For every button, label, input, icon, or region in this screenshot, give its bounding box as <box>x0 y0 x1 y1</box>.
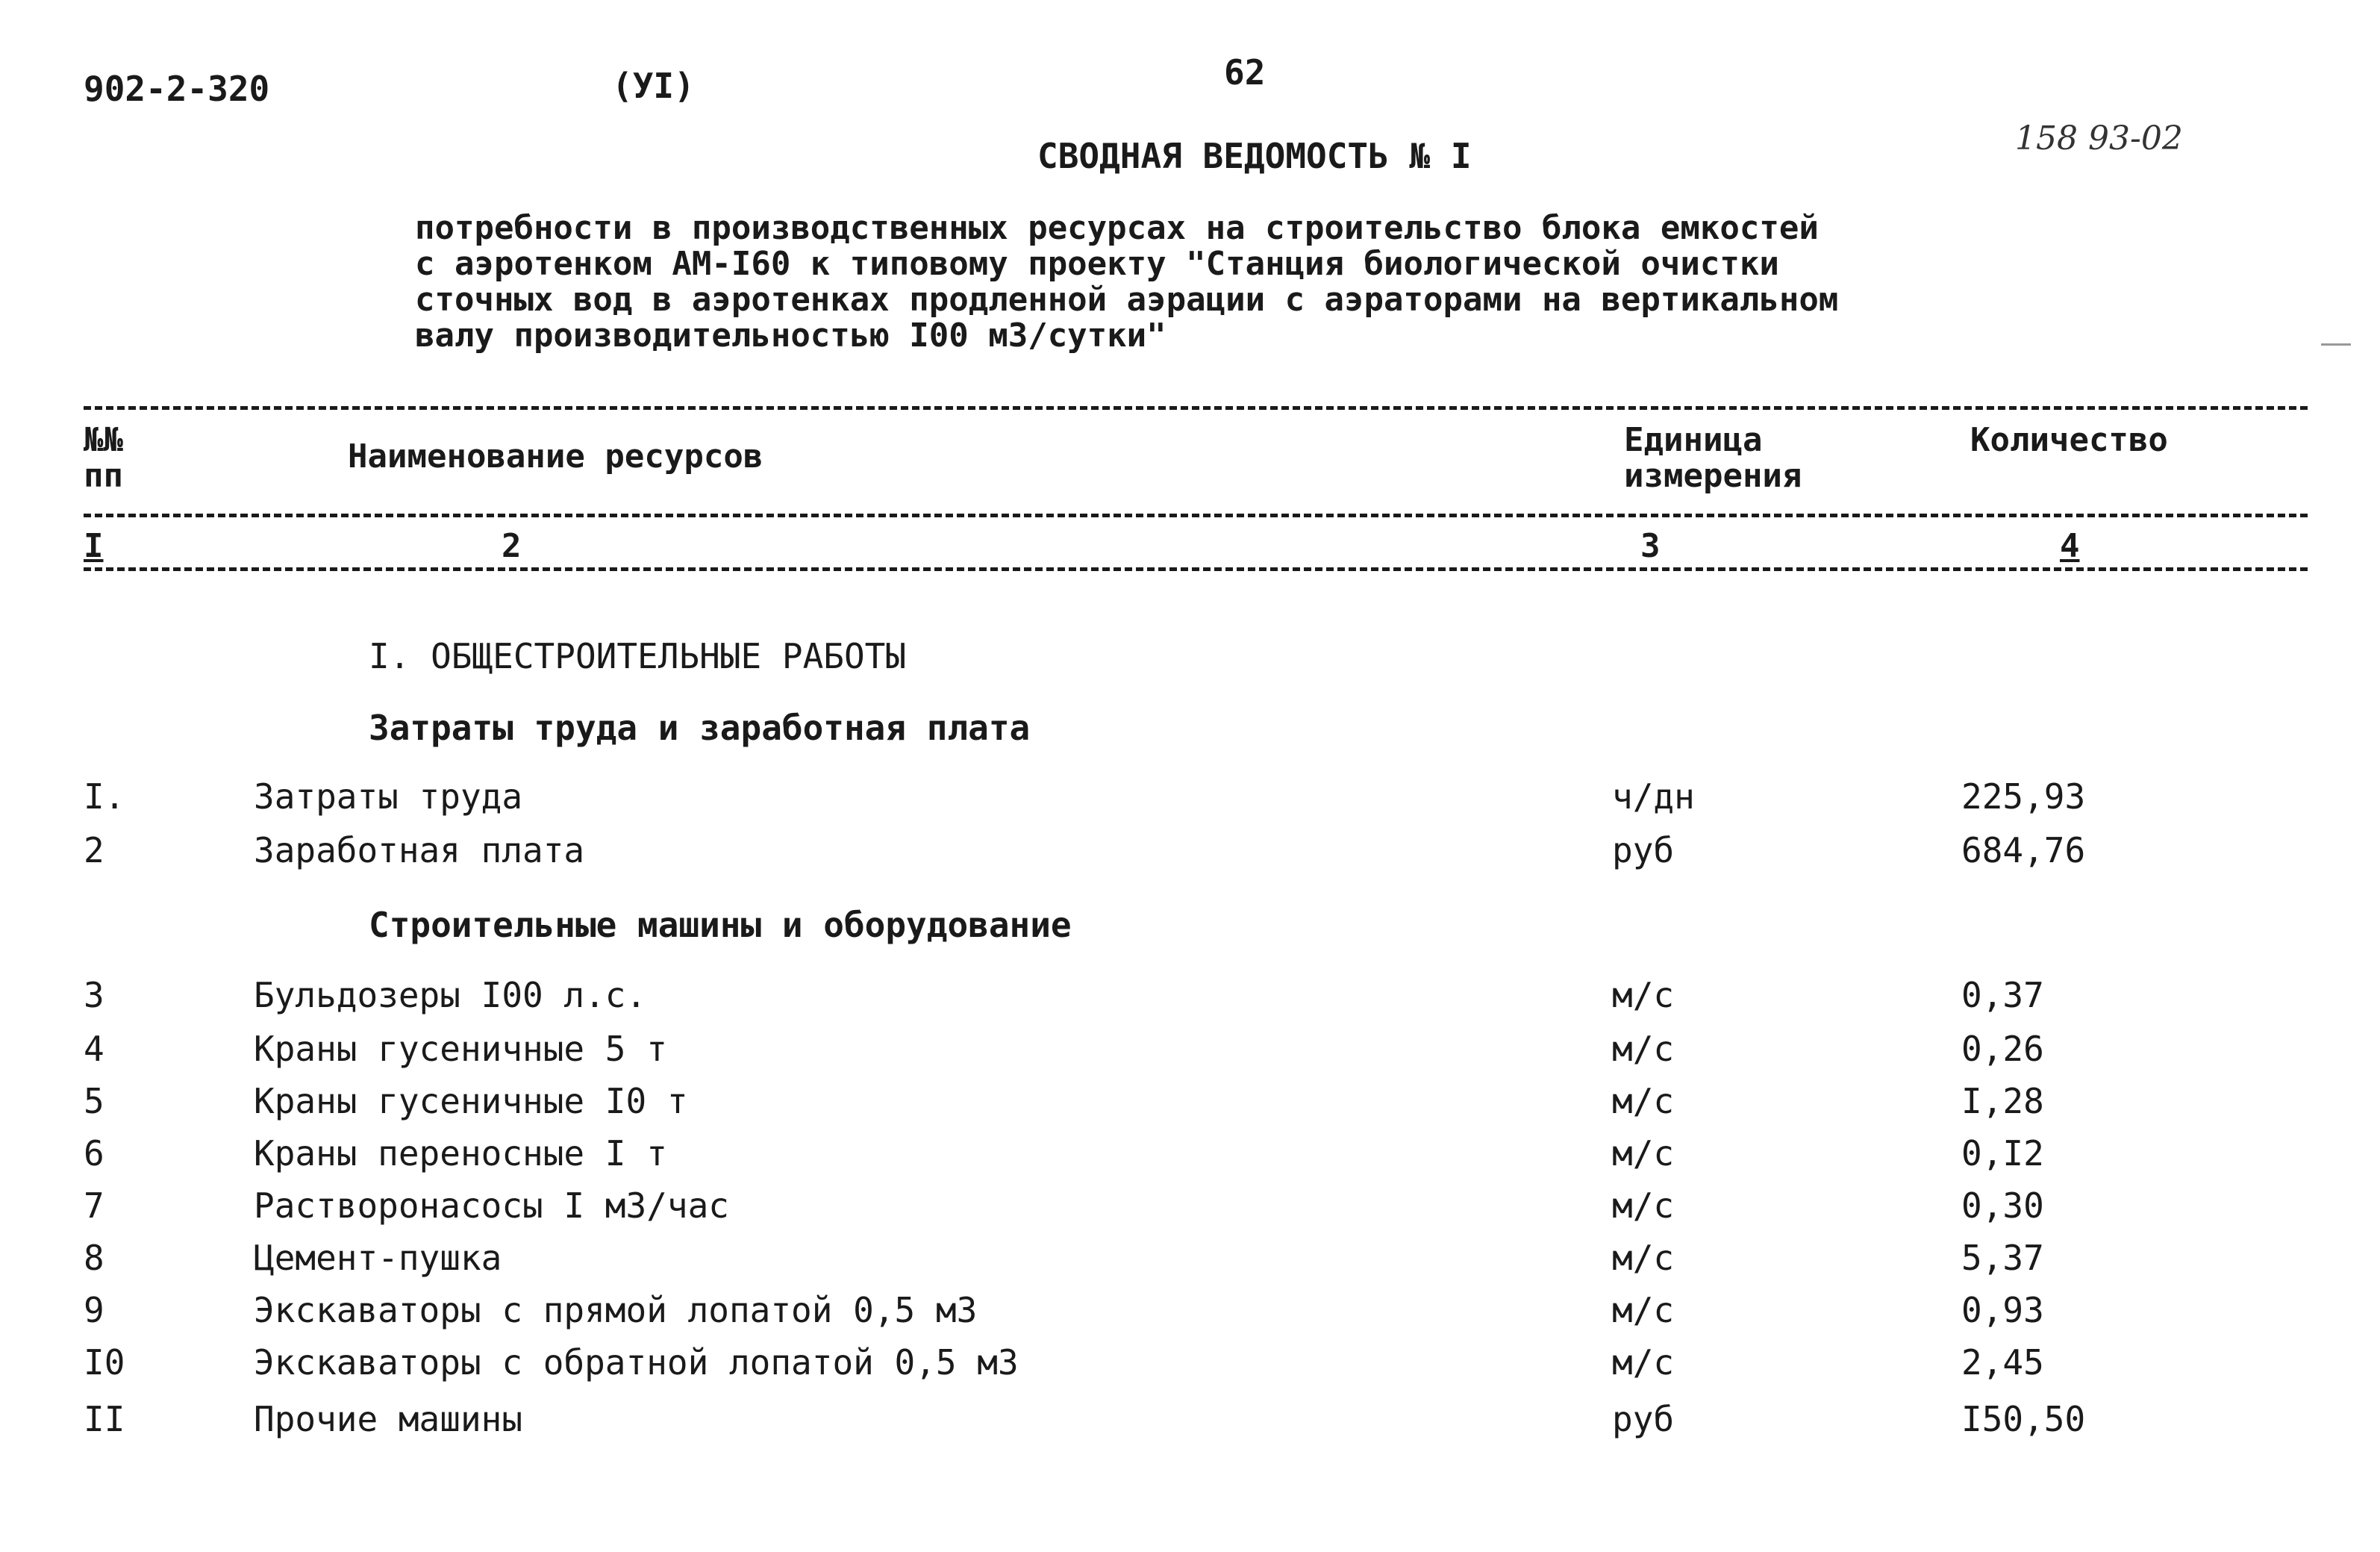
row-number: 5 <box>84 1081 104 1121</box>
table-row <box>0 1185 2380 1238</box>
description-line: сточных вод в аэротенках продленной аэрации с аэраторами на вертикальном <box>415 281 1839 319</box>
row-name: Краны переносные I т <box>254 1133 667 1174</box>
table-row <box>0 1238 2380 1290</box>
row-number: 9 <box>84 1290 104 1330</box>
table-rule-bottom <box>84 567 2308 571</box>
group-title: Строительные машины и оборудование <box>369 905 1072 945</box>
table-rule-middle <box>84 514 2308 517</box>
description-line: потребности в производственных ресурсах на строительство блока емкостей <box>415 209 1819 247</box>
row-quantity: 5,37 <box>1961 1238 2044 1278</box>
row-unit: м/с <box>1612 1133 1675 1174</box>
row-number: I0 <box>84 1342 125 1383</box>
row-unit: руб <box>1612 1399 1675 1439</box>
row-name: Растворонасосы I м3/час <box>254 1185 729 1226</box>
table-row <box>0 1399 2380 1451</box>
table-row <box>0 1133 2380 1185</box>
row-quantity: 225,93 <box>1961 776 2086 817</box>
header-unit-line2: измерения <box>1624 457 1802 495</box>
row-number: 8 <box>84 1238 104 1278</box>
row-quantity: 0,I2 <box>1961 1133 2044 1174</box>
group-title: Затраты труда и заработная плата <box>369 708 1031 748</box>
description <box>415 211 1838 354</box>
table-row <box>0 975 2380 1027</box>
row-name: Прочие машины <box>254 1399 523 1439</box>
row-number: II <box>84 1399 125 1439</box>
column-number-1: I <box>84 527 104 565</box>
row-unit: м/с <box>1612 975 1675 1015</box>
table-row <box>0 1342 2380 1394</box>
row-number: 6 <box>84 1133 104 1174</box>
page-number: 62 <box>1224 52 1266 93</box>
row-name: Затраты труда <box>254 776 523 817</box>
row-quantity: 684,76 <box>1961 830 2086 870</box>
handwritten-reference: 158 93-02 <box>2015 119 2183 158</box>
row-unit: м/с <box>1612 1185 1675 1226</box>
header-num <box>84 423 123 494</box>
volume-number: (УI) <box>612 66 695 106</box>
header-name: Наименование ресурсов <box>348 437 763 476</box>
row-name: Экскаваторы с прямой лопатой 0,5 м3 <box>254 1290 978 1330</box>
row-quantity: 2,45 <box>1961 1342 2044 1383</box>
section-title: I. ОБЩЕСТРОИТЕЛЬНЫЕ РАБОТЫ <box>369 636 907 676</box>
description-line: валу производительностью I00 м3/сутки" <box>415 317 1166 355</box>
row-number: 4 <box>84 1029 104 1069</box>
row-quantity: I,28 <box>1961 1081 2044 1121</box>
table-row <box>0 1029 2380 1081</box>
header-unit-line1: Единица <box>1624 421 1763 459</box>
row-name: Бульдозеры I00 л.с. <box>254 975 647 1015</box>
row-number: I. <box>84 776 125 817</box>
margin-mark <box>2321 343 2351 346</box>
row-unit: м/с <box>1612 1238 1675 1278</box>
column-number-4: 4 <box>2060 527 2080 565</box>
row-number: 2 <box>84 830 104 870</box>
row-name: Экскаваторы с обратной лопатой 0,5 м3 <box>254 1342 1019 1383</box>
table-row <box>0 1081 2380 1133</box>
row-quantity: 0,26 <box>1961 1029 2044 1069</box>
document-title: СВОДНАЯ ВЕДОМОСТЬ № I <box>1037 136 1472 176</box>
row-name: Краны гусеничные 5 т <box>254 1029 667 1069</box>
column-number-2: 2 <box>502 527 522 565</box>
row-quantity: 0,30 <box>1961 1185 2044 1226</box>
row-quantity: I50,50 <box>1961 1399 2086 1439</box>
header-unit <box>1624 423 1802 494</box>
row-number: 7 <box>84 1185 104 1226</box>
header-num-line2: пп <box>84 457 123 495</box>
row-unit: м/с <box>1612 1029 1675 1069</box>
row-name: Заработная плата <box>254 830 585 870</box>
description-line: с аэротенком АМ-I60 к типовому проекту "Станция биологической очистки <box>415 245 1779 283</box>
row-unit: м/с <box>1612 1290 1675 1330</box>
row-quantity: 0,37 <box>1961 975 2044 1015</box>
table-rule-top <box>84 406 2308 410</box>
row-unit: ч/дн <box>1612 776 1695 817</box>
document-code: 902-2-320 <box>84 69 270 109</box>
table-row <box>0 1290 2380 1342</box>
row-unit: м/с <box>1612 1081 1675 1121</box>
row-number: 3 <box>84 975 104 1015</box>
row-name: Цемент-пушка <box>254 1238 502 1278</box>
row-unit: м/с <box>1612 1342 1675 1383</box>
row-name: Краны гусеничные I0 т <box>254 1081 688 1121</box>
table-row <box>0 830 2380 882</box>
row-unit: руб <box>1612 830 1675 870</box>
table-row <box>0 776 2380 829</box>
header-num-line1: №№ <box>84 421 123 459</box>
column-number-3: 3 <box>1640 527 1661 565</box>
header-qty: Количество <box>1970 421 2168 459</box>
row-quantity: 0,93 <box>1961 1290 2044 1330</box>
